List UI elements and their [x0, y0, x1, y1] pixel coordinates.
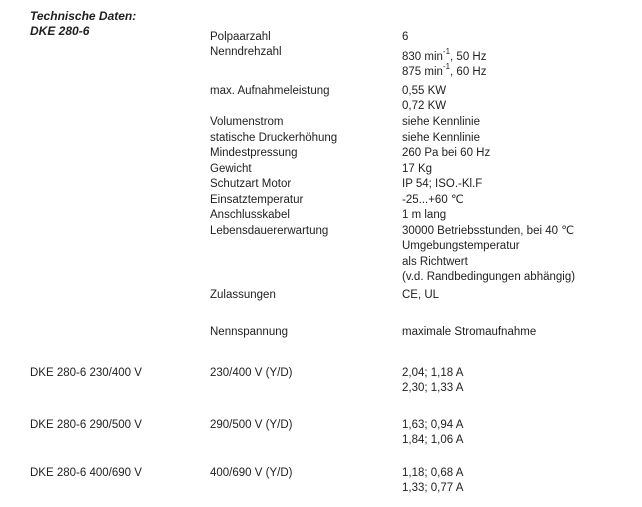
spec-value: -25...+60 ℃	[402, 193, 464, 206]
spec-row-lebensdauer-cont	[210, 239, 520, 254]
value-text: , 60 Hz	[450, 65, 487, 78]
spec-label: Lebensdauererwartung	[210, 224, 329, 237]
spec-value: als Richtwert	[402, 255, 468, 268]
spec-label: max. Aufnahmeleistung	[210, 85, 330, 97]
variant-current-60hz: 1,84; 1,06 A	[402, 434, 464, 446]
spec-value: 30000 Betriebsstunden, bei 40 ℃	[402, 224, 575, 237]
variant-name: DKE 280-6 230/400 V	[30, 367, 142, 379]
spec-value	[402, 60, 486, 80]
spec-label: Gewicht	[210, 162, 252, 175]
model-designation: DKE 280-6	[30, 24, 90, 38]
variant-voltage: 290/500 V (Y/D)	[210, 419, 293, 431]
spec-value: 260 Pa bei 60 Hz	[402, 147, 491, 159]
value-text: 875 min	[402, 65, 443, 78]
spec-row-nenndrehzahl-60hz	[210, 60, 486, 80]
spec-value: Umgebungstemperatur	[402, 240, 520, 252]
spec-value: 0,55 KW	[402, 85, 447, 97]
spec-row-druckerhoehung	[210, 131, 480, 146]
spec-row-einsatztemperatur	[210, 193, 464, 208]
spec-row-zulassungen	[210, 288, 439, 303]
value-superscript: -1	[442, 47, 451, 56]
current-column-header: maximale Stromaufnahme	[402, 326, 537, 338]
variant-voltage: 400/690 V (Y/D)	[210, 467, 293, 479]
spec-value: 17 Kg	[402, 162, 433, 175]
spec-value: IP 54; ISO.-Kl.F	[402, 178, 483, 190]
variant-current-50hz: 1,63; 0,94 A	[402, 419, 464, 431]
variant-voltage: 230/400 V (Y/D)	[210, 367, 293, 379]
spec-row-anschlusskabel	[210, 208, 446, 223]
spec-value: 6	[402, 31, 409, 43]
spec-label: Anschlusskabel	[210, 209, 290, 221]
spec-value: 0,72 KW	[402, 100, 447, 112]
spec-label: Nenndrehzahl	[210, 46, 282, 58]
value-text: 830 min	[402, 50, 443, 63]
variant-current-50hz: 2,04; 1,18 A	[402, 367, 464, 379]
spec-label: Einsatztemperatur	[210, 193, 304, 206]
spec-row-mindestpressung	[210, 146, 490, 161]
spec-label: Zulassungen	[210, 289, 276, 301]
spec-row-lebensdauer	[210, 224, 574, 239]
voltage-column-header: Nennspannung	[210, 326, 289, 338]
spec-row-volumenstrom	[210, 115, 480, 130]
spec-value: 1 m lang	[402, 209, 447, 221]
spec-value: siehe Kennlinie	[402, 116, 481, 128]
spec-row-gewicht	[210, 162, 432, 177]
spec-label: Volumenstrom	[210, 116, 284, 128]
spec-value: CE, UL	[402, 289, 440, 301]
spec-label: Mindestpressung	[210, 147, 298, 159]
voltage-table-header	[210, 325, 536, 340]
spec-value: siehe Kennlinie	[402, 131, 481, 144]
value-superscript: -1	[442, 62, 451, 71]
spec-value: (v.d. Randbedingungen abhängig)	[402, 271, 576, 283]
spec-label: statische Druckerhöhung	[210, 131, 338, 144]
spec-row-schutzart	[210, 177, 482, 192]
page-title: Technische Daten:	[30, 9, 137, 23]
spec-row-aufnahmeleistung	[210, 84, 446, 99]
spec-row-aufnahmeleistung-60hz	[210, 99, 446, 114]
value-text: , 50 Hz	[450, 50, 487, 63]
spec-label: Schutzart Motor	[210, 178, 292, 190]
spec-label: Polpaarzahl	[210, 31, 271, 43]
spec-row-lebensdauer-cont	[210, 255, 468, 270]
variant-current-50hz: 1,18; 0,68 A	[402, 467, 464, 479]
variant-current-60hz: 1,33; 0,77 A	[402, 482, 464, 494]
variant-name: DKE 280-6 400/690 V	[30, 467, 142, 479]
variant-name: DKE 280-6 290/500 V	[30, 419, 142, 431]
spec-row-polpaarzahl	[210, 30, 408, 45]
variant-current-60hz: 2,30; 1,33 A	[402, 382, 464, 394]
spec-row-lebensdauer-cont	[210, 270, 575, 285]
